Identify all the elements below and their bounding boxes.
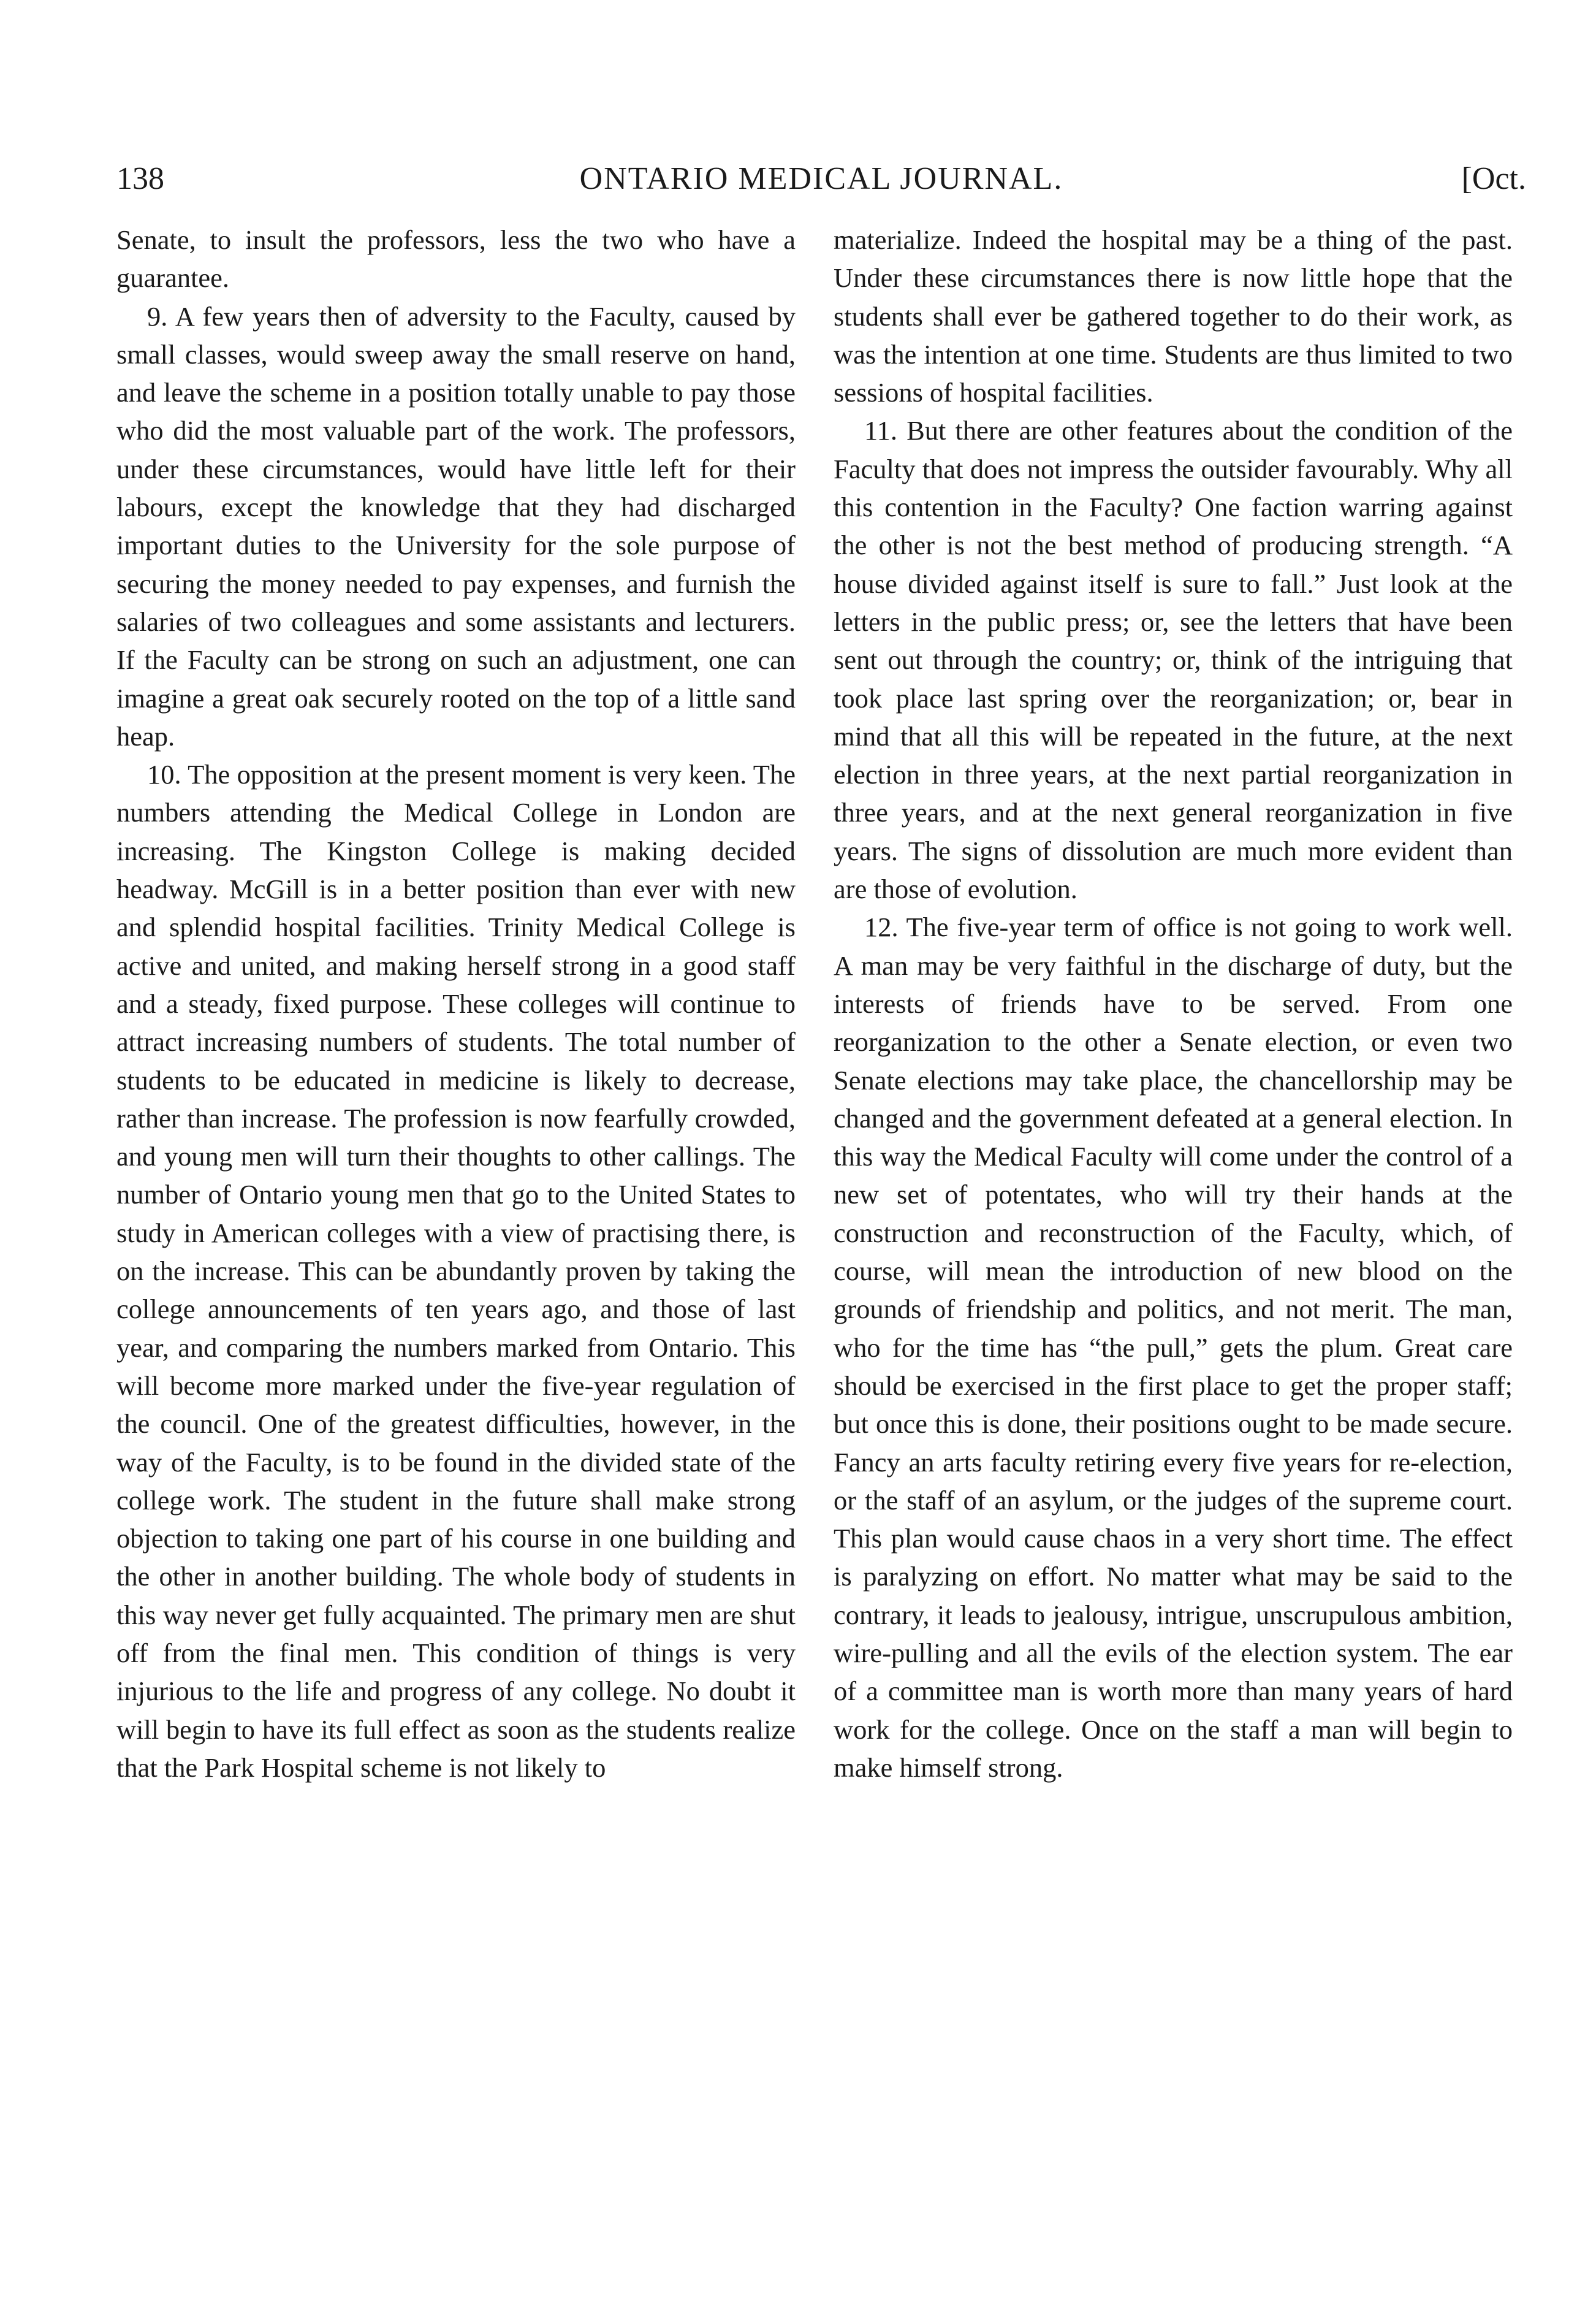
paragraph-10: 10. The opposition at the present moment is very keen. The numbers attending the Medical College in London are increasing. The Kingston College is making decided headway. McGill is in a better position than ever with new and splendid hospital facilities. Trinity Medical College is active and united, and making herself strong in a good staff and a steady, fixed purpose. These colleges will continue to attract increasing numbers of students. The total number of students to be educated in medicine is likely to decrease, rather than increase. The profession is now fearfully crowded, and young men will turn their thoughts to other callings. The number of Ontario young men that go to the United States to study in American colleges with a view of practising there, is on the increase. This can be abundantly proven by taking the college announcements of ten years ago, and those of last year, and comparing the numbers marked from Ontario. This will become more marked under the five-year regulation of the council. One of the greatest difficulties, however, in the way of the Faculty, is to be found in the divided state of the college work. The student in the future shall make strong objection to taking one part of his course in one building and the other in another building. The whole body of students in this way never get fully acquainted. The primary men are shut off from the final men. This condition of things is very injurious to the life and progress of any college. No doubt it will begin to have its full effect as soon as the students realize that the Park Hospital scheme is not likely to [116, 759, 796, 1783]
left-column [116, 221, 796, 1787]
paragraph-continued: Senate, to insult the professors, less the two who have a guarantee. [116, 224, 796, 294]
right-column [834, 221, 1513, 1787]
paragraph-9: 9. A few years then of adversity to the Faculty, caused by small classes, would sweep away the small reserve on hand, and leave the scheme in a position totally unable to pay those who did the most valuable part of the work. The professors, under these circumstances, would have little left for their labours, except the knowledge that they had discharged important duties to the University for the sole purpose of securing the money needed to pay expenses, and furnish the salaries of two colleagues and some assistants and lecturers. If the Faculty can be strong on such an adjustment, one can imagine a great oak securely rooted on the top of a little sand heap. [116, 300, 796, 752]
paragraph-10-continued: materialize. Indeed the hospital may be a thing of the past. Under these circumstances there is now little hope that the students shall ever be gathered together to do their work, as was the intention at one time. Students are thus limited to two sessions of hospital facilities. [834, 224, 1513, 408]
journal-title: ONTARIO MEDICAL JOURNAL. [579, 161, 1063, 196]
paragraph-11: 11. But there are other features about the condition of the Faculty that does not impress the outsider favourably. Why all this contention in the Faculty? One faction warring against the other is not the best method of producing strength. “A house divided against itself is sure to fall.” Just look at the letters in the public press; or, see the letters that have been sent out through the country; or, think of the intriguing that took place last spring over the reorganization; or, bear in mind that all this will be repeated in the future, at the next election in three years, at the next partial reorganization in three years, and at the next general reorganization in five years. The signs of dissolution are much more evident than are those of evolution. [834, 415, 1513, 905]
page-number: 138 [116, 161, 164, 196]
issue-month: [Oct. [1461, 161, 1526, 196]
paragraph-12: 12. The five-year term of office is not going to work well. A man may be very faithful in the discharge of duty, but the interests of friends have to be served. From one reorganization to the other a Senate election, or even two Senate elections may take place, the chancellorship may be changed and the government defeated at a general election. In this way the Medical Faculty will come under the control of a new set of potentates, who will try their hands at the construction and reconstruction of the Faculty, which, of course, will mean the introduction of new blood on the grounds of friendship and politics, and not merit. The man, who for the time has “the pull,” gets the plum. Great care should be exercised in the first place to get the proper staff; but once this is done, their positions ought to be made secure. Fancy an arts faculty retiring every five years for re-election, or the staff of an asylum, or the judges of the supreme court. This plan would cause chaos in a very short time. The effect is paralyzing on effort. No matter what may be said to the contrary, it leads to jealousy, intrigue, unscrupulous ambition, wire-pulling and all the evils of the election system. The ear of a committee man is worth more than many years of hard work for the college. Once on the staff a man will begin to make himself strong. [834, 912, 1513, 1783]
running-head [116, 154, 1526, 204]
